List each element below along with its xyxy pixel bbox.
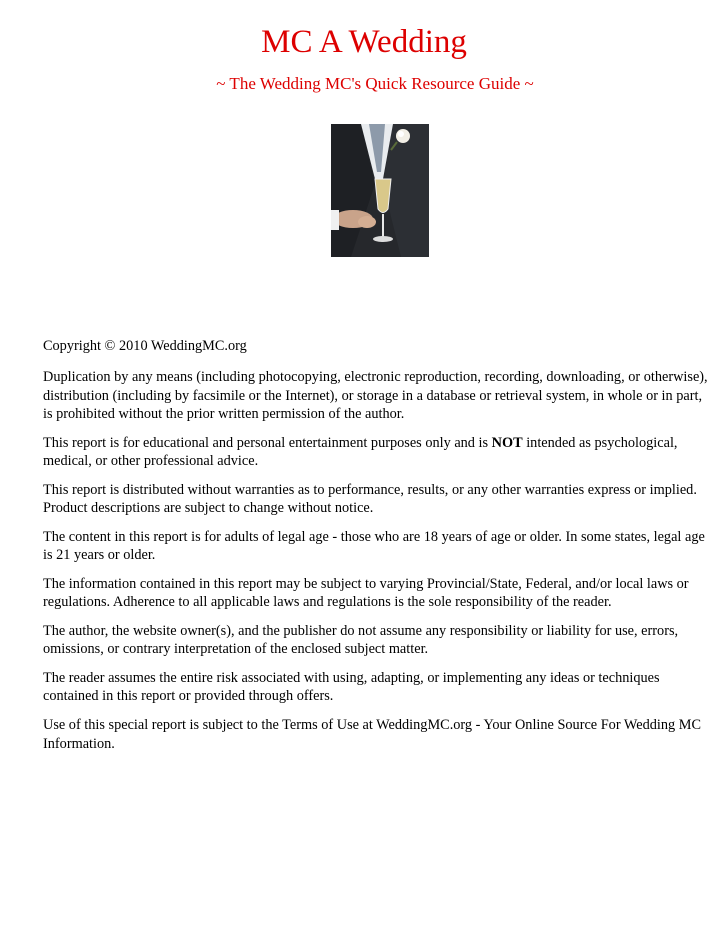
educational-text-start: This report is for educational and personal entertainment purposes only and is	[43, 434, 492, 451]
risk-paragraph: The reader assumes the entire risk associated with using, adapting, or implementing any ideas or techniques contained in this report or provided through offers.	[43, 670, 660, 705]
groom-illustration	[331, 124, 429, 257]
warranties-paragraph: This report is distributed without warranties as to performance, results, or any other warranties express or implied. Product descriptions are subject to change without notice.	[43, 481, 697, 517]
duplication-paragraph: Duplication by any means (including photocopying, electronic reproduction, recording, downloading, or otherwise), distribution (including by facsimile or the Internet), or storage in a database or retrieval system, in whole or in part, is prohibited without the prior written permission of the author.	[43, 369, 708, 422]
legal-age-paragraph: The content in this report is for adults of legal age - those who are 18 years of age or older. In some states, legal age is 21 years or older.	[43, 528, 705, 564]
educational-text-end: intended as psychological, medical, or other professional advice.	[43, 434, 678, 469]
laws-paragraph: The information contained in this report may be subject to varying Provincial/State, Federal, and/or local laws or regulations. Adherence to all applicable laws and regulations is the sole responsibility of the reader.	[43, 575, 689, 611]
page-subtitle: ~ The Wedding MC's Quick Resource Guide ~	[216, 74, 534, 93]
educational-paragraph	[43, 434, 715, 471]
terms-paragraph: Use of this special report is subject to the Terms of Use at WeddingMC.org - Your Online Source For Wedding MC Information.	[43, 717, 701, 752]
liability-paragraph: The author, the website owner(s), and the publisher do not assume any responsibility or liability for use, errors, omissions, or contrary interpretation of the enclosed subject matter.	[43, 623, 679, 658]
groom-champagne-photo	[331, 124, 429, 257]
not-emphasis: NOT	[491, 434, 523, 451]
copyright-notice: Copyright © 2010 WeddingMC.org	[43, 338, 247, 354]
disclaimer-body	[43, 337, 715, 763]
page-title: MC A Wedding	[261, 24, 467, 60]
